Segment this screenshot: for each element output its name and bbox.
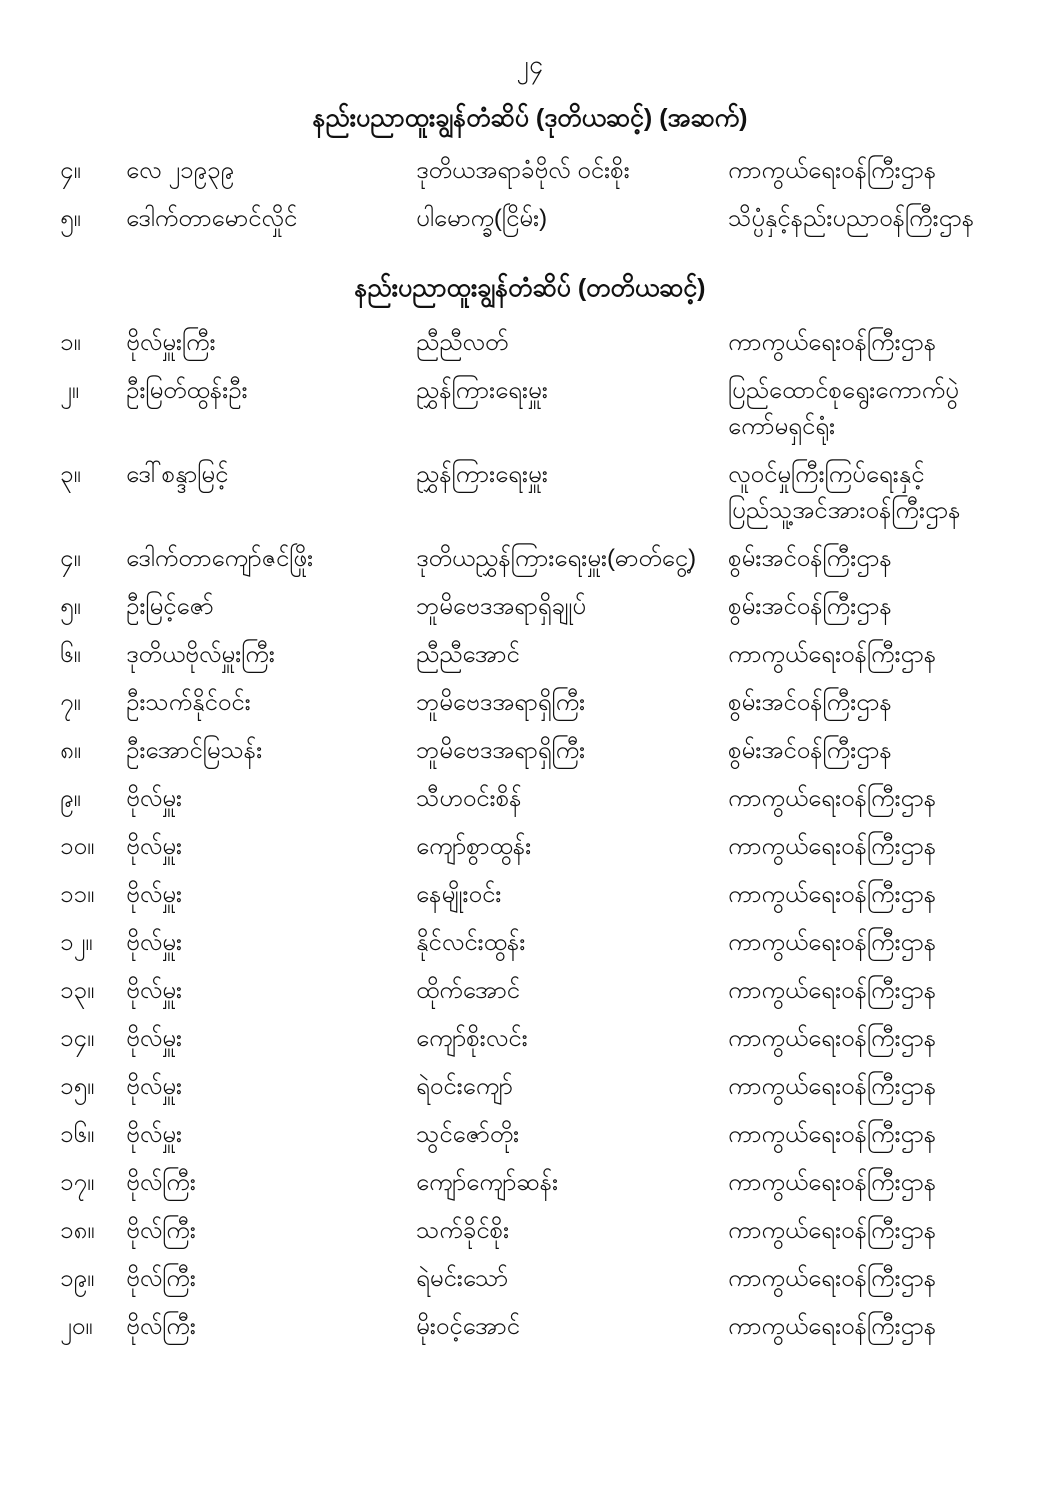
- row-name: ဗိုလ်မှူး: [126, 1120, 183, 1148]
- row-rank: ဘူမိဗေဒအရာရှိကြီး: [416, 736, 586, 764]
- table-row: [60, 826, 1000, 874]
- row-number: ၆။: [60, 640, 81, 668]
- row-number: ၉။: [60, 784, 81, 812]
- table-row: [60, 1210, 1000, 1258]
- row-department: ကာကွယ်ရေးဝန်ကြီးဌာန: [728, 1312, 937, 1340]
- row-name: ဒေါ်စန္ဒာမြင့်: [126, 460, 229, 488]
- row-number: ၁၇။: [60, 1168, 95, 1196]
- row-department: ကာကွယ်ရေးဝန်ကြီးဌာန: [728, 1264, 937, 1292]
- row-number: ၇။: [60, 688, 81, 716]
- row-department: ကာကွယ်ရေးဝန်ကြီးဌာန: [728, 1168, 937, 1196]
- row-name: ဗိုလ်မှူး: [126, 1072, 183, 1100]
- roster-table-third-class: [60, 322, 1000, 1354]
- row-department: စွမ်းအင်ဝန်ကြီးဌာန: [728, 688, 892, 716]
- row-rank: သွင်ဇော်တိုး: [416, 1120, 520, 1148]
- row-department: ကာကွယ်ရေးဝန်ကြီးဌာန: [728, 1024, 937, 1052]
- row-name: ဗိုလ်ကြီး: [126, 1264, 196, 1292]
- table-row: [60, 322, 1000, 370]
- row-name: ဗိုလ်ကြီး: [126, 1216, 196, 1244]
- table-row: [60, 150, 1000, 198]
- row-department: ကာကွယ်ရေးဝန်ကြီးဌာန: [728, 1072, 937, 1100]
- row-name: ဦးသက်နိုင်ဝင်း: [126, 688, 251, 716]
- row-number: ၁၅။: [60, 1072, 95, 1100]
- table-row: [60, 778, 1000, 826]
- row-department-line1: ပြည်ထောင်စုရွေးကောက်ပွဲ: [728, 376, 959, 404]
- row-name: ဗိုလ်မှူး: [126, 1024, 183, 1052]
- row-name: ဦးမြတ်ထွန်းဦး: [126, 376, 248, 404]
- row-name: ဒုတိယဗိုလ်မှူးကြီး: [126, 640, 275, 668]
- row-rank: ဘူမိဗေဒအရာရှိကြီး: [416, 688, 586, 716]
- table-row: [60, 538, 1000, 586]
- row-department: ကာကွယ်ရေးဝန်ကြီးဌာန: [728, 832, 937, 860]
- row-rank: သက်ခိုင်စိုး: [416, 1216, 510, 1244]
- row-number: ၄။: [60, 544, 81, 572]
- roster-table-second-class: [60, 150, 1000, 246]
- row-rank: မိုးဝင့်အောင်: [416, 1312, 520, 1340]
- row-rank: ညွှန်ကြားရေးမှူး: [416, 376, 548, 404]
- row-name: ဗိုလ်မှူး: [126, 880, 183, 908]
- row-department-line2: ကော်မရှင်ရုံး: [728, 412, 836, 440]
- table-row: [60, 874, 1000, 922]
- table-row: [60, 370, 1000, 454]
- table-row: [60, 1114, 1000, 1162]
- row-number: ၁၆။: [60, 1120, 95, 1148]
- row-rank: နေမျိုးဝင်း: [416, 880, 502, 908]
- row-name: ဗိုလ်မှူး: [126, 784, 183, 812]
- row-number: ၅။: [60, 592, 81, 620]
- row-department: ကာကွယ်ရေးဝန်ကြီးဌာန: [728, 880, 937, 908]
- table-row: [60, 970, 1000, 1018]
- row-department: စွမ်းအင်ဝန်ကြီးဌာန: [728, 736, 892, 764]
- row-number: ၂။: [60, 376, 80, 404]
- row-number: ၁၃။: [60, 976, 95, 1004]
- row-department-line1: လူဝင်မှုကြီးကြပ်ရေးနှင့်: [728, 460, 925, 488]
- row-number: ၄။: [60, 156, 81, 184]
- table-row: [60, 198, 1000, 246]
- table-row: [60, 922, 1000, 970]
- row-name: ဗိုလ်မှူး: [126, 976, 183, 1004]
- row-number: ၈။: [60, 736, 81, 764]
- section-heading-third-class: နည်းပညာထူးချွန်တံဆိပ် (တတိယဆင့်): [354, 273, 706, 302]
- table-row: [60, 454, 1000, 538]
- table-row: [60, 634, 1000, 682]
- row-rank: ဒုတိယအရာခံဗိုလ် ဝင်းစိုး: [416, 156, 630, 184]
- section-heading-continued: နည်းပညာထူးချွန်တံဆိပ် (ဒုတိယဆင့်) (အဆက်): [312, 104, 748, 132]
- row-number: ၅။: [60, 204, 81, 232]
- row-rank: ညွှန်ကြားရေးမှူး: [416, 460, 548, 488]
- table-row: [60, 1066, 1000, 1114]
- row-department: စွမ်းအင်ဝန်ကြီးဌာန: [728, 592, 892, 620]
- page-number: ၂၄: [516, 51, 544, 79]
- row-name: ဒေါက်တာကျော်ဇင်ဖြိုး: [126, 544, 314, 572]
- row-rank: ထိုက်အောင်: [416, 976, 520, 1004]
- row-number: ၁။: [60, 328, 81, 356]
- row-name: ဗိုလ်မှူးကြီး: [126, 328, 216, 356]
- row-number: ၁၉။: [60, 1264, 95, 1292]
- row-name: ဗိုလ်မှူး: [126, 832, 183, 860]
- row-department: [728, 322, 1000, 370]
- row-rank: ညီညီအောင်: [416, 640, 520, 668]
- row-department: ကာကွယ်ရေးဝန်ကြီးဌာန: [728, 640, 937, 668]
- row-department: ကာကွယ်ရေးဝန်ကြီးဌာန: [728, 1120, 937, 1148]
- row-rank: ညီညီလတ်: [416, 328, 509, 356]
- row-rank: ဘူမိဗေဒအရာရှိချုပ်: [416, 592, 586, 620]
- row-number: ၁၀။: [60, 832, 95, 860]
- table-row: [60, 1258, 1000, 1306]
- table-row: [60, 1162, 1000, 1210]
- row-department: စွမ်းအင်ဝန်ကြီးဌာန: [728, 544, 892, 572]
- row-department: ကာကွယ်ရေးဝန်ကြီးဌာန: [728, 976, 937, 1004]
- row-department: သိပ္ပံနှင့်နည်းပညာဝန်ကြီးဌာန: [728, 204, 975, 232]
- row-rank: နိုင်လင်းထွန်း: [416, 928, 526, 956]
- row-name: ဦးအောင်မြသန်း: [126, 736, 263, 764]
- row-department-line2: ပြည်သူ့အင်အားဝန်ကြီးဌာန: [728, 496, 961, 524]
- row-number: ၁၄။: [60, 1024, 95, 1052]
- row-rank: ဒုတိယညွှန်ကြားရေးမှူး(ဓာတ်ငွေ့): [416, 544, 697, 572]
- row-name: ဗိုလ်ကြီး: [126, 1312, 196, 1340]
- row-department: [728, 454, 1000, 538]
- row-rank: ကျော်ကျော်ဆန်း: [416, 1168, 559, 1196]
- row-rank: ရဲဝင်းကျော်: [416, 1072, 513, 1100]
- row-department: ကာကွယ်ရေးဝန်ကြီးဌာန: [728, 1216, 937, 1244]
- row-rank: သီဟဝင်းစိန်: [416, 784, 522, 812]
- table-row: [60, 730, 1000, 778]
- row-name: ဦးမြင့်ဇော်: [126, 592, 214, 620]
- row-department: ကာကွယ်ရေးဝန်ကြီးဌာန: [728, 156, 937, 184]
- row-name: လေ ၂၁၉၃၉: [126, 156, 234, 184]
- row-rank: ကျော်စွာထွန်း: [416, 832, 532, 860]
- table-row: [60, 1018, 1000, 1066]
- row-rank: ကျော်စိုးလင်း: [416, 1024, 528, 1052]
- row-department-line1: ကာကွယ်ရေးဝန်ကြီးဌာန: [728, 328, 937, 356]
- row-department: ကာကွယ်ရေးဝန်ကြီးဌာန: [728, 784, 937, 812]
- row-name: ဗိုလ်မှူး: [126, 928, 183, 956]
- table-row: [60, 586, 1000, 634]
- row-name: ဗိုလ်ကြီး: [126, 1168, 196, 1196]
- table-row: [60, 1306, 1000, 1354]
- table-row: [60, 682, 1000, 730]
- row-number: ၂၀။: [60, 1312, 93, 1340]
- row-department: [728, 370, 1000, 454]
- row-number: ၁၁။: [60, 880, 95, 908]
- row-rank: ရဲမင်းသော်: [416, 1264, 509, 1292]
- row-name: ဒေါက်တာမောင်လှိုင်: [126, 204, 298, 232]
- row-number: ၃။: [60, 460, 81, 488]
- row-number: ၁၈။: [60, 1216, 95, 1244]
- row-department: ကာကွယ်ရေးဝန်ကြီးဌာန: [728, 928, 937, 956]
- row-number: ၁၂။: [60, 928, 93, 956]
- row-rank: ပါမောက္ခ(ငြိမ်း): [416, 204, 548, 232]
